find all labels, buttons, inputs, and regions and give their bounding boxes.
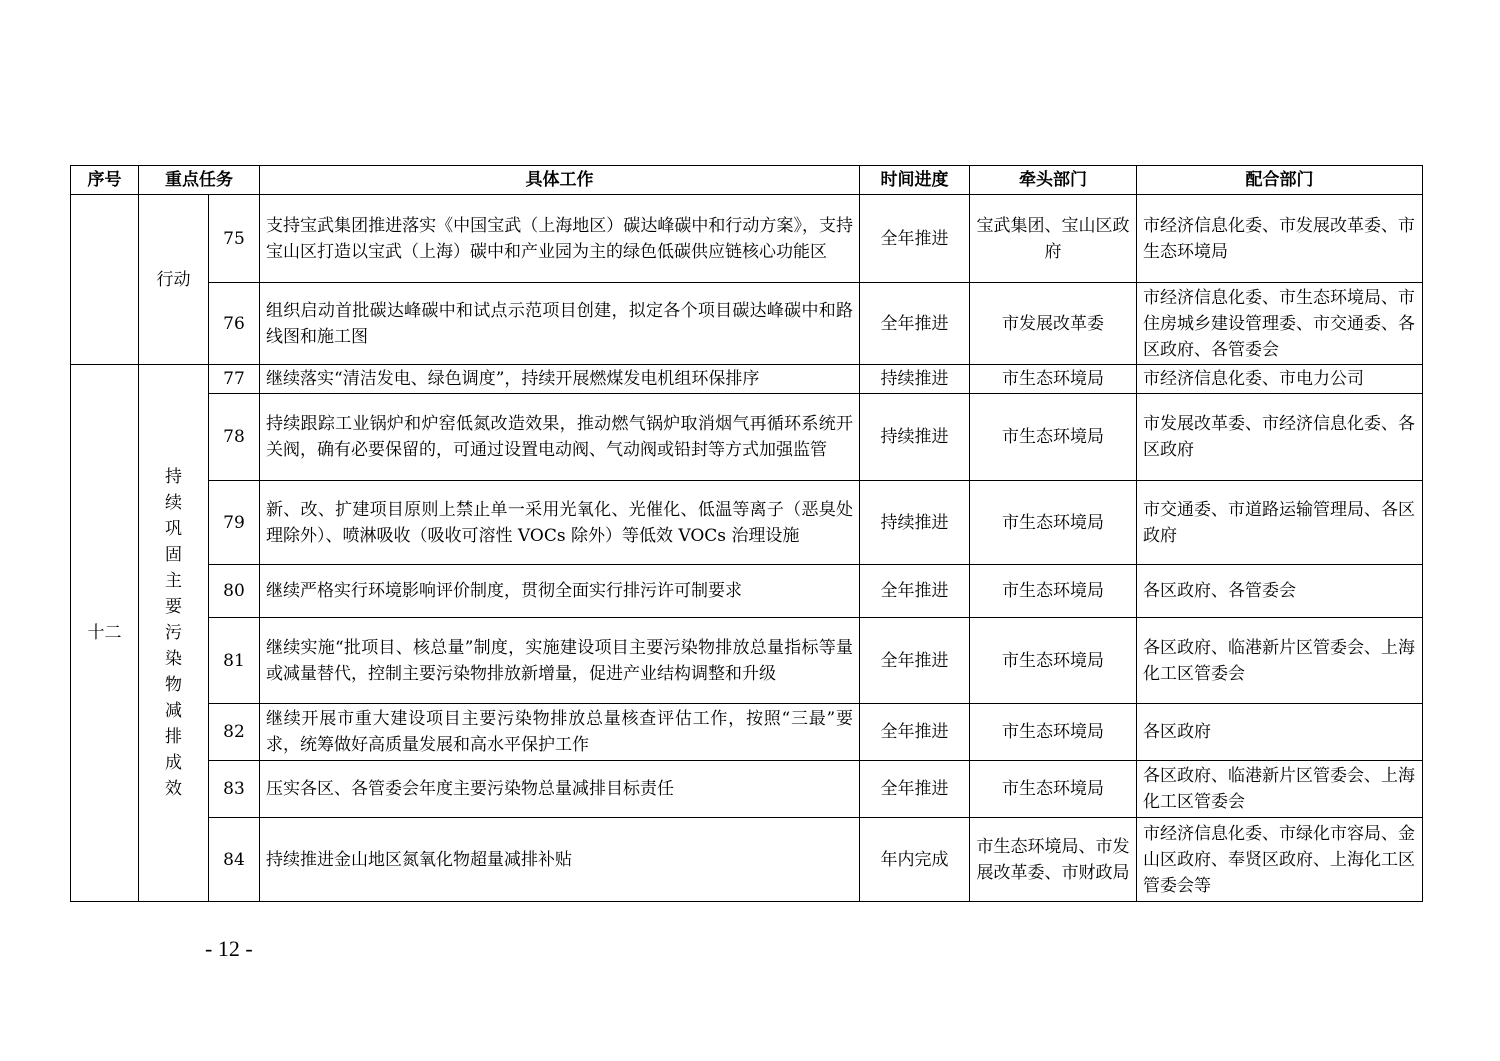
row-number: 77 <box>209 365 260 394</box>
coop-cell: 市发展改革委、市经济信息化委、各区政府 <box>1137 394 1423 481</box>
table-row <box>71 704 1423 761</box>
work-cell: 继续开展市重大建设项目主要污染物排放总量核查评估工作，按照“三最”要求，统筹做好高质量发展和高水平保护工作 <box>260 704 860 761</box>
table-header-row <box>71 166 1423 195</box>
lead-cell: 市生态环境局、市发展改革委、市财政局 <box>970 818 1137 902</box>
work-cell: 支持宝武集团推进落实《中国宝武（上海地区）碳达峰碳中和行动方案》，支持宝山区打造以宝武（上海）碳中和产业园为主的绿色低碳供应链核心功能区 <box>260 195 860 283</box>
time-cell: 全年推进 <box>860 704 970 761</box>
lead-cell: 市发展改革委 <box>970 283 1137 365</box>
row-number: 78 <box>209 394 260 481</box>
seq-cell-12: 十二 <box>71 365 139 902</box>
lead-cell: 市生态环境局 <box>970 618 1137 704</box>
coop-cell: 市经济信息化委、市绿化市容局、金山区政府、奉贤区政府、上海化工区管委会等 <box>1137 818 1423 902</box>
lead-cell: 市生态环境局 <box>970 704 1137 761</box>
coop-cell: 市经济信息化委、市电力公司 <box>1137 365 1423 394</box>
coop-cell: 市交通委、市道路运输管理局、各区政府 <box>1137 481 1423 565</box>
time-cell: 持续推进 <box>860 365 970 394</box>
coop-cell: 市经济信息化委、市生态环境局、市住房城乡建设管理委、市交通委、各区政府、各管委会 <box>1137 283 1423 365</box>
header-seq: 序号 <box>71 166 139 195</box>
work-cell: 持续跟踪工业锅炉和炉窑低氮改造效果，推动燃气锅炉取消烟气再循环系统开关阀，确有必要保留的，可通过设置电动阀、气动阀或铅封等方式加强监管 <box>260 394 860 481</box>
coop-cell: 市经济信息化委、市发展改革委、市生态环境局 <box>1137 195 1423 283</box>
table-row <box>71 394 1423 481</box>
table-row <box>71 195 1423 283</box>
work-cell: 压实各区、各管委会年度主要污染物总量减排目标责任 <box>260 761 860 818</box>
lead-cell: 市生态环境局 <box>970 565 1137 618</box>
row-number: 76 <box>209 283 260 365</box>
coop-cell: 各区政府、临港新片区管委会、上海化工区管委会 <box>1137 761 1423 818</box>
time-cell: 全年推进 <box>860 283 970 365</box>
time-cell: 持续推进 <box>860 394 970 481</box>
work-cell: 持续推进金山地区氮氧化物超量减排补贴 <box>260 818 860 902</box>
coop-cell: 各区政府、临港新片区管委会、上海化工区管委会 <box>1137 618 1423 704</box>
table-row <box>71 618 1423 704</box>
lead-cell: 市生态环境局 <box>970 365 1137 394</box>
work-cell: 继续落实“清洁发电、绿色调度”，持续开展燃煤发电机组环保排序 <box>260 365 860 394</box>
row-number: 81 <box>209 618 260 704</box>
page-number: - 12 - <box>205 936 253 961</box>
header-time: 时间进度 <box>860 166 970 195</box>
lead-cell: 市生态环境局 <box>970 761 1137 818</box>
header-work: 具体工作 <box>260 166 860 195</box>
coop-cell: 各区政府 <box>1137 704 1423 761</box>
header-task: 重点任务 <box>139 166 260 195</box>
work-cell: 组织启动首批碳达峰碳中和试点示范项目创建，拟定各个项目碳达峰碳中和路线图和施工图 <box>260 283 860 365</box>
time-cell: 全年推进 <box>860 618 970 704</box>
seq-cell-prev <box>71 195 139 365</box>
time-cell: 全年推进 <box>860 195 970 283</box>
task-table <box>70 165 1423 902</box>
time-cell: 全年推进 <box>860 565 970 618</box>
work-cell: 新、改、扩建项目原则上禁止单一采用光氧化、光催化、低温等离子（恶臭处理除外）、喷淋吸收（吸收可溶性 VOCs 除外）等低效 VOCs 治理设施 <box>260 481 860 565</box>
row-number: 83 <box>209 761 260 818</box>
work-cell: 继续实施“批项目、核总量”制度，实施建设项目主要污染物排放总量指标等量或减量替代，控制主要污染物排放新增量，促进产业结构调整和升级 <box>260 618 860 704</box>
row-number: 80 <box>209 565 260 618</box>
lead-cell: 宝武集团、宝山区政府 <box>970 195 1137 283</box>
table-row <box>71 565 1423 618</box>
work-cell: 继续严格实行环境影响评价制度，贯彻全面实行排污许可制要求 <box>260 565 860 618</box>
table-row <box>71 761 1423 818</box>
task-cell-12 <box>139 365 209 902</box>
table-row <box>71 283 1423 365</box>
header-coop: 配合部门 <box>1137 166 1423 195</box>
row-number: 75 <box>209 195 260 283</box>
row-number: 79 <box>209 481 260 565</box>
time-cell: 持续推进 <box>860 481 970 565</box>
row-number: 82 <box>209 704 260 761</box>
lead-cell: 市生态环境局 <box>970 481 1137 565</box>
table-row <box>71 365 1423 394</box>
task-label: 持续巩固主要污染物减排成效 <box>165 467 182 799</box>
row-number: 84 <box>209 818 260 902</box>
lead-cell: 市生态环境局 <box>970 394 1137 481</box>
table-row <box>71 481 1423 565</box>
task-cell-prev: 行动 <box>139 195 209 365</box>
header-lead: 牵头部门 <box>970 166 1137 195</box>
table-row <box>71 818 1423 902</box>
time-cell: 年内完成 <box>860 818 970 902</box>
time-cell: 全年推进 <box>860 761 970 818</box>
coop-cell: 各区政府、各管委会 <box>1137 565 1423 618</box>
